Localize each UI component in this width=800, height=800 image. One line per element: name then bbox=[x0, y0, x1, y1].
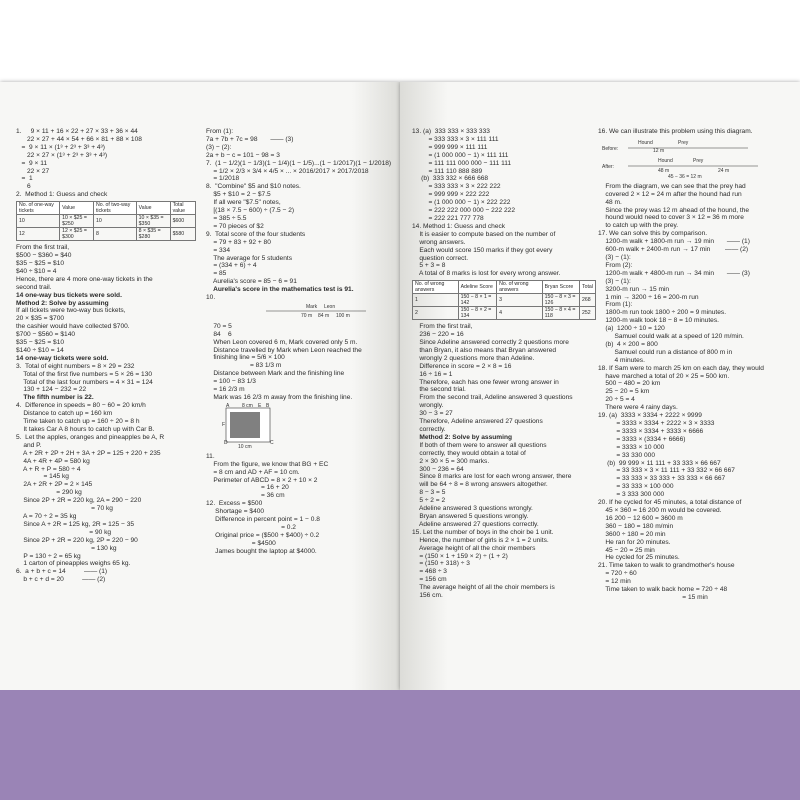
text-line: 156 cm. bbox=[412, 592, 443, 600]
distance-label: 70 m bbox=[301, 312, 313, 319]
text-line: Each would score 150 marks if they got every bbox=[412, 246, 553, 254]
text-line: wrongly 2 questions more than Adeline. bbox=[412, 354, 535, 362]
text-line: 1 carton of pineapples weighs 65 kg. bbox=[16, 560, 131, 568]
text-line: There were 4 rainy days. bbox=[598, 404, 678, 412]
table-cell: 10 bbox=[93, 215, 136, 228]
text-line: Original price = ($500 + $400) ÷ 0.2 bbox=[206, 531, 320, 539]
text-line: Distance between Mark and the finishing line bbox=[206, 370, 345, 378]
text-line: than Bryan, it also means that Bryan answered bbox=[412, 346, 557, 354]
text-line: Since 2P + 2R = 220 kg, 2A = 290 − 220 bbox=[16, 497, 142, 505]
table-cell: 150 − 8 × 4 = 118 bbox=[542, 307, 579, 320]
text-line: = 36 cm bbox=[206, 492, 285, 500]
text-line: and P. bbox=[16, 441, 42, 449]
text-line: = 8 cm and AD + AF = 10 cm. bbox=[206, 468, 300, 476]
text-line: = 111 111 000 000 − 111 111 bbox=[412, 159, 512, 167]
text-line: hound would need to cover 3 × 12 = 36 m more bbox=[598, 214, 744, 222]
text-line: 18. If Sam were to march 25 km on each day, they would bbox=[598, 364, 764, 372]
text-line: James bought the laptop at $4000. bbox=[206, 547, 317, 555]
text-line: 22 × 27 bbox=[16, 167, 50, 175]
text-line: Samuel could walk at a speed of 120 m/min. bbox=[598, 333, 744, 341]
text-line: Difference in score = 2 × 8 = 16 bbox=[412, 362, 512, 370]
text-line: From the second trail, Adeline answered 3 questions bbox=[412, 394, 573, 402]
table-header-cell: Value bbox=[136, 202, 170, 215]
text-line: (a) 1200 ÷ 10 = 120 bbox=[598, 325, 665, 333]
text-line: Time taken to walk back home = 720 ÷ 48 bbox=[598, 586, 728, 594]
text-line: = 0.2 bbox=[206, 523, 296, 531]
text-line: 3. Total of eight numbers = 8 × 29 = 232 bbox=[16, 362, 135, 370]
text-line: Since the prey was 12 m ahead of the hound, the bbox=[598, 206, 750, 214]
hound-prey-diagram bbox=[598, 138, 778, 178]
text-line: = (150 × 1 + 159 × 2) ÷ (1 + 2) bbox=[412, 552, 508, 560]
text-line: = 12 min bbox=[598, 578, 631, 586]
text-line: = 15 min bbox=[598, 593, 708, 601]
text-line: It is easier to compute based on the number of bbox=[412, 230, 556, 238]
text-line: 13. (a) 333 333 × 333 333 bbox=[412, 128, 490, 135]
diagram-label: Before: bbox=[602, 145, 619, 152]
text-line: 2A + 2R + 2P = 2 × 145 bbox=[16, 481, 93, 489]
text-line: From (1): bbox=[206, 128, 234, 135]
text-line: = 1/2 × 2/3 × 3/4 × 4/5 × ... × 2016/2017 × 2017/2018 bbox=[206, 167, 369, 175]
text-line: covered 2 × 12 = 24 m after the hound had run bbox=[598, 190, 742, 198]
text-line: 14 one-way tickets were sold. bbox=[16, 354, 109, 362]
text-line: Aurelia's score = 85 − 6 = 91 bbox=[206, 278, 297, 286]
text-line: 2 × 30 × 5 = 300 marks. bbox=[412, 457, 490, 465]
text-line: $35 − $25 = $10 bbox=[16, 259, 65, 267]
text-line: correctly, they would obtain a total of bbox=[412, 449, 526, 457]
table-cell: 150 − 8 × 2 = 134 bbox=[458, 307, 497, 320]
text-line: b + c + d = 20 —— (2) bbox=[16, 576, 106, 584]
text-line: $700 − $560 = $140 bbox=[16, 331, 76, 339]
text-line: 12. Excess = $500 bbox=[206, 500, 263, 508]
right-page-column-2 bbox=[598, 128, 784, 602]
text-line: 45 × 360 = 16 200 m would be covered. bbox=[598, 506, 722, 514]
text-line: = 90 kg bbox=[16, 528, 112, 536]
text-line: = 33 333 × 33 333 + 33 333 × 66 667 bbox=[598, 475, 726, 483]
right-page bbox=[400, 82, 800, 690]
text-line: 5 + 3 = 8 bbox=[412, 262, 446, 270]
text-line: 22 × 27 + 44 × 54 + 66 × 81 + 88 × 108 bbox=[16, 135, 142, 143]
text-line: 16 ÷ 16 = 1 bbox=[412, 370, 453, 378]
distance-label: 100 m bbox=[336, 312, 350, 319]
table-header-cell: Bryan Score bbox=[542, 281, 579, 294]
text-line: = 999 999 × 222 222 bbox=[412, 191, 490, 199]
text-line: 300 − 236 = 64 bbox=[412, 465, 464, 473]
text-line: = 720 ÷ 60 bbox=[598, 570, 637, 578]
text-line: 19. (a) 3333 × 3334 + 2222 × 9999 bbox=[598, 412, 702, 420]
text-line: 3600 ÷ 180 = 20 min bbox=[598, 530, 666, 538]
table-header-cell: No. of wrong answers bbox=[413, 281, 459, 294]
text-line: 5. Let the apples, oranges and pineapples be A, R bbox=[16, 433, 165, 441]
text-line: = 130 kg bbox=[16, 544, 117, 552]
left-page-column-2 bbox=[206, 128, 392, 556]
text-line: (3) − (2): bbox=[206, 143, 232, 151]
table-cell: 2 bbox=[413, 307, 459, 320]
vertex-label: C bbox=[270, 439, 274, 446]
text-line: 14. Method 1: Guess and check bbox=[412, 222, 506, 230]
text-line: 20. If he cycled for 45 minutes, a total distance of bbox=[598, 499, 742, 507]
text-line: 10. bbox=[206, 294, 216, 302]
text-line: Since Adeline answered correctly 2 questions more bbox=[412, 339, 569, 347]
text-line: = (150 + 318) ÷ 3 bbox=[412, 560, 470, 568]
diagram-label: 45 − 36 = 12 m bbox=[668, 173, 702, 180]
table-header-cell: Value bbox=[60, 202, 94, 215]
left-page-column-1 bbox=[16, 128, 196, 584]
table-cell: 10 × $35 = $350 bbox=[136, 215, 170, 228]
text-line: 360 − 180 = 180 m/min bbox=[598, 522, 674, 530]
text-line: = 3333 × 3334 + 2222 × 3 × 3333 bbox=[598, 420, 715, 427]
text-line: the second trial. bbox=[412, 386, 466, 394]
text-line: 70 = 5 bbox=[206, 322, 232, 330]
table-cell: 1 bbox=[413, 294, 459, 307]
leon-label: Leon bbox=[324, 303, 336, 310]
text-line: will be 64 ÷ 8 = 8 wrong answers altogether. bbox=[412, 481, 548, 489]
text-line: If all were "$7.5" notes, bbox=[206, 199, 281, 207]
text-line: Therefore, Adeline answered 27 questions bbox=[412, 418, 543, 426]
rectangle-figure bbox=[206, 404, 376, 448]
text-line: second trail. bbox=[16, 283, 52, 291]
table-cell: $600 bbox=[170, 215, 195, 228]
text-line: = 290 kg bbox=[16, 489, 82, 497]
text-line: wrongly. bbox=[412, 402, 444, 410]
text-line: Total of the last four numbers = 4 × 31 = 124 bbox=[16, 378, 153, 386]
table-cell: $580 bbox=[170, 228, 195, 241]
table-header-cell: No. of one-way tickets bbox=[17, 202, 60, 215]
text-line: Difference in percent point = 1 − 0.8 bbox=[206, 516, 320, 524]
text-line: = 1/2018 bbox=[206, 175, 240, 183]
table-cell: 252 bbox=[580, 307, 596, 320]
table-cell: 150 − 8 × 1 = 142 bbox=[458, 294, 497, 307]
text-line: = 145 kg bbox=[16, 473, 69, 481]
text-line: = 3333 × (3334 + 6666) bbox=[598, 435, 686, 443]
text-line: 236 − 220 = 16 bbox=[412, 331, 464, 339]
diagram-label: After: bbox=[602, 163, 614, 170]
text-line: 130 + 124 − 232 = 22 bbox=[16, 386, 87, 394]
table-row bbox=[17, 215, 196, 228]
text-line: 4 minutes. bbox=[598, 356, 645, 364]
text-line: $5 + $10 = 2 − $7.5 bbox=[206, 191, 271, 199]
mark-label: Mark bbox=[306, 303, 318, 310]
text-line: the cashier would have collected $700. bbox=[16, 323, 130, 331]
diagram-label: 24 m bbox=[718, 167, 730, 174]
text-line: 30 − 3 = 27 bbox=[412, 410, 453, 418]
diagram-label: Prey bbox=[693, 157, 704, 164]
table-cell: 3 bbox=[497, 294, 543, 307]
text-line: = 333 333 × 3 × 111 111 bbox=[412, 135, 499, 143]
text-line: = 999 999 × 111 111 bbox=[412, 143, 488, 151]
text-line: A = 70 ÷ 2 = 35 kg bbox=[16, 512, 77, 520]
text-line: From the figure, we know that BG + EC bbox=[206, 460, 329, 468]
text-line: = 3333 × 10 000 bbox=[598, 443, 665, 451]
text-line: Therefore, each has one fewer wrong answer in bbox=[412, 378, 559, 386]
text-line: = 100 − 83 1/3 bbox=[206, 378, 256, 386]
vertex-label: D bbox=[224, 439, 228, 446]
diagram-label: 48 m bbox=[658, 167, 670, 174]
text-line: Adeline answered 3 questions wrongly. bbox=[412, 505, 533, 513]
text-line: 8 − 3 = 5 bbox=[412, 489, 446, 497]
book-spread bbox=[0, 82, 800, 706]
text-line: Since 8 marks are lost for each wrong answer, there bbox=[412, 473, 572, 481]
text-line: If all tickets were two-way bus tickets, bbox=[16, 307, 126, 315]
text-line: Adeline answered 27 questions correctly. bbox=[412, 520, 539, 528]
text-line: Perimeter of ABCD = 8 × 2 + 10 × 2 bbox=[206, 476, 318, 484]
text-line: A + R + P = 580 ÷ 4 bbox=[16, 465, 81, 473]
text-line: Since 2P + 2R = 220 kg, 2P = 220 − 90 bbox=[16, 536, 138, 544]
text-line: to catch up with the prey. bbox=[598, 222, 679, 230]
text-line: 11. bbox=[206, 452, 215, 460]
text-line: = $4500 bbox=[206, 539, 276, 547]
table-cell: 12 bbox=[17, 228, 60, 241]
text-line: (b) 4 × 200 = 800 bbox=[598, 340, 658, 348]
text-line: Samuel could run a distance of 800 m in bbox=[598, 348, 733, 356]
table-header-cell: Total value bbox=[170, 202, 195, 215]
text-line: = 9 × 11 × (1³ + 2³ + 3³ + 4³) bbox=[16, 143, 105, 151]
dimension-label: 8 cm bbox=[242, 402, 253, 409]
diagram-label: Hound bbox=[638, 139, 653, 146]
table-header-cell: Total bbox=[580, 281, 596, 294]
text-line: He cycled for 25 minutes. bbox=[598, 554, 680, 562]
text-line: [(18 × 7.5 − 600) ÷ (7.5 − 2) bbox=[206, 207, 295, 215]
text-line: Bryan answered 5 questions wrongly. bbox=[412, 512, 529, 520]
text-line: A total of 8 marks is lost for every wrong answer. bbox=[412, 270, 561, 278]
text-line: = 9 × 11 bbox=[16, 159, 48, 167]
mark-leon-diagram bbox=[206, 304, 376, 318]
text-line: Since A + 2R = 125 kg, 2R = 125 − 35 bbox=[16, 520, 135, 528]
text-line: = 70 kg bbox=[16, 505, 113, 513]
text-line: 20 ÷ 5 = 4 bbox=[598, 396, 635, 404]
text-line: = 468 ÷ 3 bbox=[412, 568, 447, 576]
text-line: (b) 99 999 × 11 111 + 33 333 × 66 667 bbox=[598, 459, 721, 467]
text-line: A + 2R + 2P + 2H + 3A + 2P = 125 + 220 + 235 bbox=[16, 449, 161, 457]
table-cell: 8 bbox=[93, 228, 136, 241]
text-line: wrong answers. bbox=[412, 238, 466, 246]
text-line: = 3333 × 3334 + 3333 × 6666 bbox=[598, 427, 704, 435]
text-line: = 333 333 × 3 × 222 222 bbox=[412, 183, 501, 191]
text-line: $35 − $25 = $10 bbox=[16, 339, 65, 347]
text-line: Distance travelled by Mark when Leon reached the bbox=[206, 346, 362, 354]
text-line: Method 2: Solve by assuming bbox=[16, 299, 109, 307]
table-row bbox=[413, 307, 596, 320]
text-line: 9. Total score of the four students bbox=[206, 230, 306, 238]
table-cell: 12 × $25 = $300 bbox=[60, 228, 94, 241]
text-line: = 222 221 777 778 bbox=[412, 214, 484, 222]
text-line: If both of them were to answer all questions bbox=[412, 441, 547, 449]
text-line: From the first trail, bbox=[16, 244, 70, 252]
text-line: = 85 bbox=[206, 270, 227, 278]
text-line: From the diagram, we can see that the prey had bbox=[598, 182, 746, 190]
table-header-cell: No. of wrong answers bbox=[497, 281, 543, 294]
text-line: = 385 ÷ 5.5 bbox=[206, 214, 247, 222]
vertex-label: B bbox=[266, 402, 270, 409]
text-line: 500 − 480 = 20 km bbox=[598, 380, 661, 388]
text-line: Distance to catch up = 160 km bbox=[16, 410, 113, 418]
text-line: 1. 9 × 11 + 16 × 22 + 27 × 33 + 36 × 44 bbox=[16, 128, 138, 135]
vertex-label: A bbox=[226, 402, 230, 409]
text-line: 7a + 7b + 7c = 98 —— (3) bbox=[206, 135, 294, 143]
table-header-row bbox=[17, 202, 196, 215]
table-row bbox=[17, 228, 196, 241]
table-cell: 8 × $35 = $280 bbox=[136, 228, 170, 241]
text-line: 7. (1 − 1/2)(1 − 1/3)(1 − 1/4)(1 − 1/5)...(1 − 1/2017)(1 − 1/2018) bbox=[206, 159, 392, 167]
diagram-label: Hound bbox=[658, 157, 673, 164]
table-header-cell: No. of two-way tickets bbox=[93, 202, 136, 215]
text-line: finishing line = 5/6 × 100 bbox=[206, 354, 285, 362]
text-line: 22 × 27 × (1³ + 2³ + 3³ + 4³) bbox=[16, 151, 108, 159]
text-line: 600-m walk + 2400-m run → 17 min —— (2) bbox=[598, 246, 749, 254]
text-line: The average height of all the choir members is bbox=[412, 584, 555, 592]
text-line: = 222 222 000 000 − 222 222 bbox=[412, 207, 516, 215]
text-line: correctly. bbox=[412, 426, 446, 433]
text-line: 6. a + b + c = 14 —— (1) bbox=[16, 568, 108, 576]
text-line: The average for 5 students bbox=[206, 254, 293, 262]
text-line: $140 ÷ $10 = 14 bbox=[16, 346, 64, 354]
text-line: Total of the first five numbers = 5 × 26 = 130 bbox=[16, 370, 153, 378]
text-line: Method 2: Solve by assuming bbox=[412, 433, 513, 441]
text-line: = 79 + 83 + 92 + 80 bbox=[206, 238, 271, 246]
text-line: 1200-m walk took 18 − 8 = 10 minutes. bbox=[598, 317, 719, 325]
table-cell: 268 bbox=[580, 294, 596, 307]
text-line: It takes Car A 8 hours to catch up with Car B. bbox=[16, 426, 155, 433]
diagram-label: 12 m bbox=[653, 147, 665, 154]
vertex-label: F bbox=[222, 421, 226, 428]
text-line: question correct. bbox=[412, 254, 469, 262]
distance-label: 84 m bbox=[318, 312, 330, 319]
text-line: = (1 000 000 − 1) × 111 111 bbox=[412, 151, 509, 159]
text-line: 4A + 4R + 4P = 580 kg bbox=[16, 457, 90, 465]
text-line: (3) − (1): bbox=[598, 277, 631, 285]
text-line: = 111 110 888 889 bbox=[412, 167, 483, 175]
text-line: = 33 333 × 100 000 bbox=[598, 483, 674, 491]
text-line: (3) − (1): bbox=[598, 253, 631, 261]
text-line: = (334 + 6) ÷ 4 bbox=[206, 262, 257, 270]
text-line: 25 − 20 = 5 km bbox=[598, 388, 650, 396]
text-line: = 16 + 20 bbox=[206, 484, 289, 492]
text-line: = 16 2/3 m bbox=[206, 386, 245, 394]
text-line: 1200-m walk + 1800-m run → 19 min —— (1) bbox=[598, 238, 750, 246]
text-line: = 70 pieces of $2 bbox=[206, 222, 264, 230]
text-line: Shortage = $400 bbox=[206, 508, 265, 516]
text-line: 1 min → 3200 ÷ 16 = 200-m run bbox=[598, 293, 699, 301]
text-line: 21. Time taken to walk to grandmother's house bbox=[598, 562, 735, 570]
text-line: 6 bbox=[16, 183, 31, 191]
text-line: From (1): bbox=[598, 301, 633, 309]
vertex-label: E bbox=[258, 402, 262, 409]
text-line: Hence, the number of girls is 2 × 1 = 2 units. bbox=[412, 536, 549, 544]
text-line: 1800-m run took 1800 ÷ 200 = 9 minutes. bbox=[598, 309, 727, 317]
table-cell: 4 bbox=[497, 307, 543, 320]
text-line: 4. Difference in speeds = 80 − 60 = 20 km/h bbox=[16, 402, 146, 410]
text-line: From (2): bbox=[598, 261, 633, 269]
text-line: When Leon covered 6 m, Mark covered only 5 m. bbox=[206, 338, 358, 346]
text-line: Average height of all the choir members bbox=[412, 544, 536, 552]
text-line: The fifth number is 22. bbox=[16, 394, 94, 402]
text-line: = 3 333 300 000 bbox=[598, 491, 665, 499]
text-line: = 33 330 000 bbox=[598, 451, 656, 459]
text-line: 17. We can solve this by comparison. bbox=[598, 230, 708, 238]
text-line: 5 ÷ 2 = 2 bbox=[412, 497, 446, 505]
diagram-label: Prey bbox=[678, 139, 689, 146]
text-line: (b) 333 332 × 666 668 bbox=[412, 175, 489, 183]
data-table bbox=[16, 201, 196, 241]
text-line: = 83 1/3 m bbox=[206, 362, 282, 370]
text-line: = 1 bbox=[16, 175, 33, 183]
text-line: $40 ÷ $10 = 4 bbox=[16, 267, 57, 275]
text-line: 16. We can illustrate this problem using this diagram. bbox=[598, 128, 753, 135]
dimension-label: 10 cm bbox=[238, 443, 252, 450]
text-line: 2. Method 1: Guess and check bbox=[16, 191, 108, 199]
text-line: 1200-m walk + 4800-m run → 34 min —— (3) bbox=[598, 269, 750, 277]
text-line: 8. "Combine" $5 and $10 notes. bbox=[206, 183, 301, 191]
text-line: = 156 cm bbox=[412, 576, 447, 584]
text-line: 14 one-way bus tickets were sold. bbox=[16, 291, 122, 299]
text-line: have marched a total of 20 × 25 = 500 km. bbox=[598, 372, 730, 380]
text-line: 16 200 − 12 600 = 3600 m bbox=[598, 514, 683, 522]
text-line: 45 − 20 = 25 min bbox=[598, 546, 655, 554]
text-line: Aurelia's score in the mathematics test is 91. bbox=[206, 286, 354, 294]
text-line: $500 − $360 = $40 bbox=[16, 252, 72, 260]
table-header-row bbox=[413, 281, 596, 294]
text-line: = 33 333 × 3 × 11 111 + 33 332 × 66 667 bbox=[598, 467, 735, 475]
text-line: 2a + b − c = 101 − 98 = 3 bbox=[206, 151, 280, 159]
left-page bbox=[0, 82, 400, 690]
text-line: P = 130 ÷ 2 = 65 kg bbox=[16, 552, 81, 560]
table-cell: 10 × $25 = $250 bbox=[60, 215, 94, 228]
text-line: 20 × $35 = $700 bbox=[16, 315, 65, 323]
data-table bbox=[412, 280, 596, 320]
table-header-cell: Adeline Score bbox=[458, 281, 497, 294]
text-line: 3200-m run → 15 min bbox=[598, 285, 670, 293]
text-line: Time taken to catch up = 160 ÷ 20 = 8 h bbox=[16, 418, 140, 426]
text-line: From the first trail, bbox=[412, 323, 473, 331]
text-line: Hence, there are 4 more one-way tickets in the bbox=[16, 275, 153, 283]
text-line: He ran for 20 minutes. bbox=[598, 538, 671, 546]
text-line: Mark was 16 2/3 m away from the finishing line. bbox=[206, 394, 353, 401]
text-line: 48 m. bbox=[598, 198, 622, 206]
text-line: 84 6 bbox=[206, 330, 232, 338]
text-line: = (1 000 000 − 1) × 222 222 bbox=[412, 199, 511, 207]
text-line: 15. Let the number of boys in the choir be 1 unit. bbox=[412, 528, 554, 536]
bottom-purple-band bbox=[0, 690, 800, 800]
table-row bbox=[413, 294, 596, 307]
right-page-column-1 bbox=[412, 128, 596, 600]
text-line: = 334 bbox=[206, 246, 231, 254]
shaded-square bbox=[230, 412, 260, 438]
table-cell: 150 − 8 × 3 = 126 bbox=[542, 294, 579, 307]
table-cell: 10 bbox=[17, 215, 60, 228]
